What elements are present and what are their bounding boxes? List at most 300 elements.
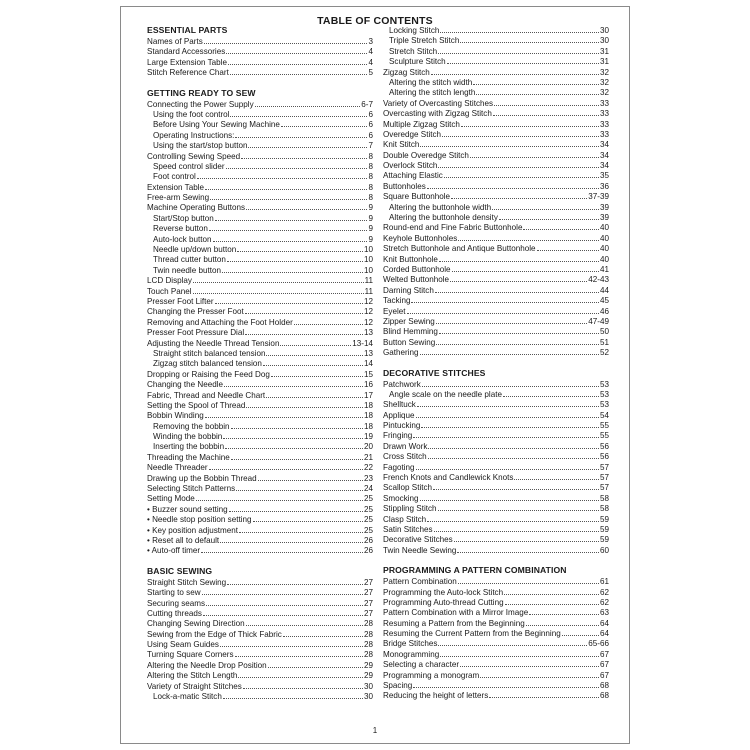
toc-entry-label: Tacking — [383, 296, 411, 306]
toc-entry-label: Altering the Needle Drop Position — [147, 660, 267, 670]
toc-entry-page: 12 — [363, 307, 373, 317]
toc-entry[interactable] — [147, 400, 373, 410]
toc-entry-label: Large Extension Table — [147, 57, 227, 67]
toc-entry-label: • Auto-off timer — [147, 546, 201, 556]
toc-entry[interactable] — [383, 462, 609, 472]
toc-entry-label: Darning Stitch — [383, 285, 434, 295]
toc-entry-page: 32 — [599, 67, 609, 77]
toc-entry[interactable] — [147, 36, 373, 46]
toc-entry-label: • Needle stop position setting — [147, 515, 252, 525]
toc-column-left — [147, 25, 373, 711]
toc-entry[interactable] — [383, 274, 609, 284]
toc-entry[interactable] — [383, 618, 609, 628]
toc-entry[interactable] — [383, 430, 609, 440]
toc-entry[interactable] — [383, 379, 609, 389]
toc-entry[interactable] — [147, 629, 373, 639]
toc-entry-label: Thread cutter button — [153, 255, 226, 265]
toc-entry[interactable] — [383, 77, 609, 87]
toc-entry-label: Decorative Stitches — [383, 535, 453, 545]
toc-entry-page: 39 — [599, 213, 609, 223]
toc-entry[interactable] — [383, 347, 609, 357]
toc-entry-label: Reverse button — [153, 224, 208, 234]
toc-entry-page: 8 — [368, 172, 373, 182]
dot-leader — [460, 35, 599, 43]
toc-entry[interactable] — [383, 472, 609, 482]
dot-leader — [440, 649, 599, 657]
section-heading: BASIC SEWING — [147, 565, 213, 576]
dot-leader — [235, 130, 367, 138]
toc-entry[interactable] — [147, 390, 373, 400]
toc-entry-label: Drawn Work — [383, 441, 428, 451]
dot-leader — [205, 182, 367, 190]
toc-entry-page: 35 — [599, 171, 609, 181]
toc-entry[interactable] — [147, 140, 373, 150]
toc-entry-page: 8 — [368, 161, 373, 171]
toc-entry[interactable] — [383, 680, 609, 690]
dot-leader — [255, 99, 361, 107]
dot-leader — [281, 119, 368, 127]
toc-entry-page: 34 — [599, 161, 609, 171]
toc-entry[interactable] — [383, 108, 609, 118]
toc-entry[interactable] — [147, 639, 373, 649]
dot-leader — [209, 223, 368, 231]
toc-entry-label: • Reset all to default — [147, 535, 220, 545]
toc-entry[interactable] — [383, 98, 609, 108]
dot-leader — [227, 577, 363, 585]
toc-entry[interactable] — [383, 649, 609, 659]
toc-entry[interactable] — [147, 265, 373, 275]
toc-entry-page: 6 — [368, 120, 373, 130]
toc-entry[interactable] — [147, 296, 373, 306]
toc-entry-page: 64 — [599, 629, 609, 639]
dot-leader — [271, 369, 363, 377]
toc-entry-page: 60 — [599, 545, 609, 555]
toc-entry-page: 55 — [599, 421, 609, 431]
toc-entry[interactable] — [147, 358, 373, 368]
dot-leader — [246, 400, 363, 408]
toc-entry[interactable] — [147, 504, 373, 514]
toc-entry-label: Triple Stretch Stitch — [389, 36, 460, 46]
toc-entry[interactable] — [147, 57, 373, 67]
dot-leader — [427, 514, 599, 522]
toc-entry[interactable] — [147, 608, 373, 618]
toc-entry[interactable] — [383, 659, 609, 669]
toc-entry[interactable] — [383, 587, 609, 597]
toc-entry[interactable] — [383, 233, 609, 243]
toc-entry-page: 8 — [368, 193, 373, 203]
toc-entry[interactable] — [383, 191, 609, 201]
toc-entry-page: 8 — [368, 151, 373, 161]
toc-entry[interactable] — [147, 670, 373, 680]
toc-entry[interactable] — [383, 254, 609, 264]
toc-entry-label: Winding the bobbin — [153, 432, 223, 442]
toc-entry-page: 21 — [363, 452, 373, 462]
dot-leader — [225, 441, 363, 449]
toc-entry-label: Setting Mode — [147, 494, 195, 504]
toc-entry[interactable] — [147, 286, 373, 296]
toc-entry-page: 51 — [599, 337, 609, 347]
toc-entry[interactable] — [383, 451, 609, 461]
toc-entry[interactable] — [383, 493, 609, 503]
toc-entry-page: 7 — [368, 141, 373, 151]
toc-entry-label: Stippling Stitch — [383, 504, 437, 514]
toc-entry[interactable] — [147, 410, 373, 420]
toc-entry-page: 12 — [363, 317, 373, 327]
toc-entry-label: Knit Stitch — [383, 140, 420, 150]
dot-leader — [480, 670, 599, 678]
toc-entry[interactable] — [383, 306, 609, 316]
dot-leader — [434, 524, 599, 532]
toc-entry[interactable] — [147, 483, 373, 493]
dot-leader — [266, 390, 363, 398]
dot-leader — [503, 389, 599, 397]
toc-entry-label: Welted Buttonhole — [383, 275, 449, 285]
toc-entry-page: 54 — [599, 410, 609, 420]
dot-leader — [433, 482, 599, 490]
toc-entry-label: Reducing the height of letters — [383, 691, 489, 701]
toc-entry-page: 53 — [599, 379, 609, 389]
toc-entry[interactable] — [147, 462, 373, 472]
toc-entry[interactable] — [147, 587, 373, 597]
toc-entry[interactable] — [383, 129, 609, 139]
toc-entry-page: 11 — [364, 286, 373, 296]
dot-leader — [193, 286, 364, 294]
toc-entry-label: Changing the Needle — [147, 380, 224, 390]
toc-entry[interactable] — [383, 628, 609, 638]
toc-entry-label: Overedge Stitch — [383, 129, 442, 139]
dot-leader — [436, 337, 599, 345]
dot-leader — [438, 638, 587, 646]
dot-leader — [416, 410, 599, 418]
toc-entry[interactable] — [147, 327, 373, 337]
toc-entry-page: 62 — [599, 587, 609, 597]
toc-entry-page: 25 — [363, 504, 373, 514]
dot-leader — [223, 691, 363, 699]
toc-entry-label: Controlling Sewing Speed — [147, 151, 241, 161]
toc-entry[interactable] — [147, 234, 373, 244]
toc-entry[interactable] — [383, 160, 609, 170]
toc-entry[interactable] — [383, 638, 609, 648]
toc-entry-page: 40 — [599, 244, 609, 254]
toc-entry[interactable] — [147, 421, 373, 431]
dot-leader — [206, 598, 363, 606]
dot-leader — [407, 306, 599, 314]
toc-entry-label: Cutting threads — [147, 608, 202, 618]
toc-entry[interactable] — [383, 35, 609, 45]
dot-leader — [196, 493, 363, 501]
toc-entry-label: • Buzzer sound setting — [147, 504, 228, 514]
toc-entry[interactable] — [147, 514, 373, 524]
toc-entry[interactable] — [147, 369, 373, 379]
toc-entry-page: 29 — [363, 671, 373, 681]
toc-entry[interactable] — [383, 316, 609, 326]
toc-entry[interactable] — [383, 597, 609, 607]
toc-entry-label: Programming a monogram — [383, 670, 480, 680]
toc-entry-page: 20 — [363, 442, 373, 452]
toc-entry-label: Round-end and Fine Fabric Buttonhole — [383, 223, 523, 233]
toc-entry[interactable] — [147, 182, 373, 192]
toc-entry-page: 10 — [363, 245, 373, 255]
toc-entry[interactable] — [383, 139, 609, 149]
toc-entry[interactable] — [147, 151, 373, 161]
section-heading: ESSENTIAL PARTS — [147, 25, 228, 35]
toc-entry[interactable] — [147, 649, 373, 659]
toc-entry-label: Fagoting — [383, 462, 415, 472]
toc-entry-page: 33 — [599, 119, 609, 129]
toc-entry[interactable] — [147, 660, 373, 670]
dot-leader — [476, 87, 599, 95]
toc-entry-page: 28 — [363, 629, 373, 639]
toc-entry[interactable] — [383, 441, 609, 451]
toc-entry[interactable] — [383, 576, 609, 586]
toc-entry[interactable] — [147, 99, 373, 109]
toc-entry-page: 27 — [363, 577, 373, 587]
dot-leader — [236, 483, 363, 491]
toc-entry-page: 25 — [363, 515, 373, 525]
toc-entry[interactable] — [383, 690, 609, 700]
dot-leader — [241, 151, 367, 159]
toc-entry[interactable] — [147, 119, 373, 129]
toc-entry-label: Stitch Reference Chart — [147, 68, 229, 78]
toc-entry-label: Sculpture Stitch — [389, 57, 446, 67]
toc-entry-label: Gathering — [383, 348, 419, 358]
toc-entry[interactable] — [383, 326, 609, 336]
toc-entry[interactable] — [147, 67, 373, 77]
dot-leader — [220, 639, 363, 647]
toc-entry-page: 18 — [363, 400, 373, 410]
toc-entry[interactable] — [147, 202, 373, 212]
toc-entry[interactable] — [147, 691, 373, 701]
toc-entry[interactable] — [147, 452, 373, 462]
toc-entry[interactable] — [147, 379, 373, 389]
dot-leader — [470, 150, 599, 158]
toc-entry-page: 67 — [599, 670, 609, 680]
toc-entry-label: French Knots and Candlewick Knots — [383, 473, 514, 483]
dot-leader — [489, 690, 599, 698]
toc-entry[interactable] — [383, 170, 609, 180]
toc-entry-page: 65-66 — [588, 639, 609, 649]
toc-entry-label: Zigzag Stitch — [383, 67, 430, 77]
dot-leader — [213, 234, 368, 242]
dot-leader — [537, 243, 599, 251]
dot-leader — [473, 77, 599, 85]
dot-leader — [228, 57, 368, 65]
toc-entry[interactable] — [147, 473, 373, 483]
toc-entry-label: Altering the buttonhole density — [389, 213, 498, 223]
toc-entry[interactable] — [383, 389, 609, 399]
toc-entry-page: 31 — [599, 46, 609, 56]
toc-entry-label: Setting the Spool of Thread — [147, 400, 246, 410]
toc-entry[interactable] — [383, 67, 609, 77]
toc-entry-page: 27 — [363, 598, 373, 608]
toc-entry[interactable] — [383, 410, 609, 420]
toc-entry-label: Straight Stitch Sewing — [147, 577, 227, 587]
toc-entry[interactable] — [147, 317, 373, 327]
dot-leader — [283, 629, 363, 637]
toc-entry[interactable] — [147, 535, 373, 545]
toc-entry[interactable] — [383, 264, 609, 274]
toc-entry[interactable] — [147, 223, 373, 233]
toc-entry[interactable] — [383, 482, 609, 492]
toc-entry[interactable] — [383, 56, 609, 66]
toc-entry[interactable] — [383, 514, 609, 524]
toc-entry-page: 23 — [363, 473, 373, 483]
toc-section — [147, 25, 373, 78]
toc-entry[interactable] — [147, 46, 373, 56]
dot-leader — [245, 306, 363, 314]
toc-entry-page: 57 — [599, 462, 609, 472]
toc-entry-label: Dropping or Raising the Feed Dog — [147, 369, 270, 379]
toc-entry-page: 61 — [599, 577, 609, 587]
toc-entry-page: 40 — [599, 223, 609, 233]
dot-leader — [428, 441, 599, 449]
toc-entry[interactable] — [383, 212, 609, 222]
toc-entry-label: Bridge Stitches — [383, 639, 438, 649]
toc-entry-page: 52 — [599, 348, 609, 358]
dot-leader — [428, 451, 599, 459]
dot-leader — [294, 317, 363, 325]
dot-leader — [439, 326, 599, 334]
toc-entry[interactable] — [383, 222, 609, 232]
toc-entry-label: Applique — [383, 410, 415, 420]
dot-leader — [458, 576, 599, 584]
toc-entry-page: 13 — [363, 328, 373, 338]
toc-entry-page: 30 — [363, 681, 373, 691]
toc-entry-page: 64 — [599, 618, 609, 628]
toc-entry-page: 3 — [368, 37, 373, 46]
dot-leader — [243, 681, 363, 689]
toc-entry-label: LCD Display — [147, 276, 192, 286]
toc-entry[interactable] — [147, 681, 373, 691]
toc-entry-label: Changing the Presser Foot — [147, 307, 244, 317]
toc-entry[interactable] — [147, 441, 373, 451]
dot-leader — [452, 264, 599, 272]
toc-entry[interactable] — [147, 275, 373, 285]
toc-entry[interactable] — [147, 161, 373, 171]
dot-leader — [454, 534, 599, 542]
toc-entry-page: 67 — [599, 660, 609, 670]
section-heading: DECORATIVE STITCHES — [383, 367, 486, 378]
dot-leader — [420, 347, 599, 355]
toc-entry-page: 9 — [368, 203, 373, 213]
toc-entry[interactable] — [147, 431, 373, 441]
toc-entry[interactable] — [383, 46, 609, 56]
toc-entry[interactable] — [383, 150, 609, 160]
dot-leader — [442, 129, 599, 137]
toc-entry[interactable] — [147, 244, 373, 254]
toc-entry[interactable] — [147, 598, 373, 608]
toc-entry-page: 24 — [363, 484, 373, 494]
toc-entry[interactable] — [147, 525, 373, 535]
toc-entry-label: Stretch Stitch — [389, 46, 438, 56]
toc-entry-label: Cross Stitch — [383, 452, 427, 462]
toc-entry[interactable] — [147, 338, 373, 348]
toc-entry-label: Clasp Stitch — [383, 514, 427, 524]
toc-entry[interactable] — [147, 130, 373, 140]
dot-leader — [268, 660, 363, 668]
toc-entry-page: 55 — [599, 431, 609, 441]
toc-entry-label: Extension Table — [147, 182, 204, 192]
toc-entry-page: 59 — [599, 535, 609, 545]
toc-entry-page: 50 — [599, 327, 609, 337]
toc-entry[interactable] — [147, 545, 373, 555]
toc-entry[interactable] — [147, 348, 373, 358]
toc-entry-label: Straight stitch balanced tension — [153, 348, 266, 358]
toc-entry-page: 16 — [363, 380, 373, 390]
toc-entry-page: 30 — [599, 36, 609, 46]
toc-entry[interactable] — [147, 213, 373, 223]
toc-entry[interactable] — [147, 577, 373, 587]
toc-entry-label: Before Using Your Sewing Machine — [153, 120, 280, 130]
toc-entry[interactable] — [383, 607, 609, 617]
toc-entry[interactable] — [383, 25, 609, 35]
toc-entry[interactable] — [147, 109, 373, 119]
toc-entry[interactable] — [383, 87, 609, 97]
toc-entry[interactable] — [147, 306, 373, 316]
toc-entry[interactable] — [383, 670, 609, 680]
toc-entry-label: Knit Buttonhole — [383, 254, 438, 264]
toc-entry-label: Fringing — [383, 431, 413, 441]
toc-entry[interactable] — [383, 503, 609, 513]
toc-entry-page: 47-49 — [588, 316, 609, 326]
toc-entry-label: Removing the bobbin — [153, 421, 230, 431]
toc-entry[interactable] — [383, 337, 609, 347]
toc-entry-label: Altering the stitch width — [389, 77, 473, 87]
toc-entry[interactable] — [147, 618, 373, 628]
dot-leader — [435, 285, 599, 293]
toc-entry[interactable] — [383, 524, 609, 534]
toc-entry[interactable] — [383, 119, 609, 129]
toc-entry[interactable] — [383, 420, 609, 430]
toc-entry-page: 5 — [368, 68, 373, 78]
toc-entry-page: 40 — [599, 254, 609, 264]
toc-entry-label: Needle up/down button — [153, 245, 237, 255]
toc-entry-label: Starting to sew — [147, 588, 201, 598]
toc-entry-label: Square Buttonhole — [383, 192, 451, 202]
toc-entry[interactable] — [383, 295, 609, 305]
toc-entry[interactable] — [383, 243, 609, 253]
toc-entry[interactable] — [147, 254, 373, 264]
dot-leader — [505, 597, 599, 605]
toc-entry[interactable] — [383, 181, 609, 191]
toc-entry-label: Shelltuck — [383, 400, 416, 410]
page-number: 1 — [372, 726, 378, 735]
toc-entry-page: 53 — [599, 389, 609, 399]
toc-entry-label: Foot control — [153, 172, 196, 182]
dot-leader — [413, 680, 599, 688]
toc-entry[interactable] — [383, 534, 609, 544]
toc-entry[interactable] — [383, 285, 609, 295]
toc-entry-label: Programming Auto-thread Cutting — [383, 597, 504, 607]
dot-leader — [230, 109, 367, 117]
toc-entry-page: 68 — [599, 691, 609, 701]
toc-entry[interactable] — [383, 399, 609, 409]
toc-entry-label: Stretch Buttonhole and Antique Buttonhole — [383, 244, 536, 254]
toc-entry[interactable] — [147, 493, 373, 503]
toc-entry[interactable] — [383, 202, 609, 212]
dot-leader — [253, 514, 363, 522]
toc-entry[interactable] — [147, 171, 373, 181]
toc-entry-page: 27 — [363, 588, 373, 598]
dot-leader — [231, 421, 363, 429]
toc-entry[interactable] — [147, 192, 373, 202]
toc-entry-page: 30 — [599, 26, 609, 35]
dot-leader — [226, 46, 367, 54]
toc-entry-page: 28 — [363, 619, 373, 629]
toc-entry-page: 57 — [599, 483, 609, 493]
toc-entry[interactable] — [383, 545, 609, 555]
toc-entry-label: Resuming the Current Pattern from the Beginning — [383, 629, 561, 639]
